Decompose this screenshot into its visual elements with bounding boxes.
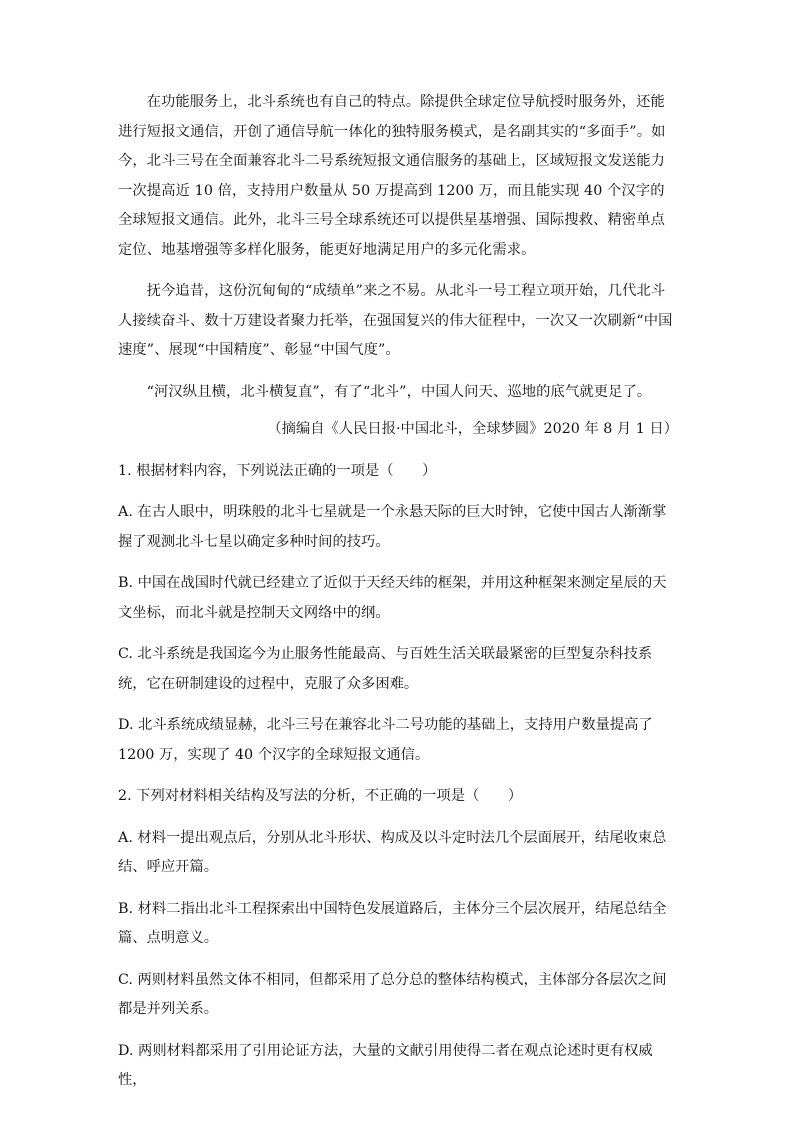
question-2-stem: 2. 下列对材料相关结构及写法的分析，不正确的一项是（ ） [118, 788, 523, 804]
question-2-option-c: C. 两则材料虽然文体不相同，但都采用了总分总的整体结构模式，主体部分各层次之间都是并列关系。 [118, 971, 667, 1017]
question-1-option-c: C. 北斗系统是我国迄今为止服务性能最高、与百姓生活关联最紧密的巨型复杂科技系统，它在研制建设的过程中，克服了众多困难。 [118, 646, 653, 692]
question-1-stem: 1. 根据材料内容，下列说法正确的一项是（ ） [118, 462, 437, 479]
question-1-option-d: D. 北斗系统成绩显赫，北斗三号在兼容北斗二号功能的基础上，支持用户数量提高了 1200 万，实现了 40 个汉字的全球短报文通信。 [118, 717, 653, 763]
question-2-option-d: D. 两则材料都采用了引用论证方法，大量的文献引用使得二者在观点论述时更有权威性， [118, 1042, 653, 1088]
passage-paragraph-3: “河汉纵且横，北斗横复直”，有了“北斗”，中国人问天、巡地的底气就更足了。 [146, 383, 652, 400]
question-1-option-a: A. 在古人眼中，明珠般的北斗七星就是一个永悬天际的巨大时钟，它使中国古人渐渐掌握了观测北斗七星以确定多种时间的技巧。 [118, 504, 667, 550]
passage-paragraph-1: 在功能服务上，北斗系统也有自己的特点。除提供全球定位导航授时服务外，还能进行短报文通信，开创了通信导航一体化的独特服务模式，是名副其实的“多面手”。如今，北斗三号在全面兼容北斗二号系统短报文通信服务的基础上，区域短报文发送能力一次提高近 10 倍，支持用户数量从 50 万提高到 1200 万，而且能实现 40 个汉字的全球短报文通信。此外，北斗三号全球系统还可以提供星基增强、国际搜救、精密单点定位、地基增强等多样化服务，能更好地满足用户的多元化需求。 [118, 94, 666, 258]
question-1-option-b: B. 中国在战国时代就已经建立了近似于天经天纬的框架，并用这种框架来测定星辰的天文坐标，而北斗就是控制天文网络中的纲。 [118, 575, 667, 621]
passage-paragraph-2: 抚今追昔，这份沉甸甸的“成绩单”来之不易。从北斗一号工程立项开始，几代北斗人接续奋斗、数十万建设者聚力托举，在强国复兴的伟大征程中，一次又一次刷新“中国速度”、展现“中国精度”、彰显“中国气度”。 [118, 283, 673, 358]
source-citation: （摘编自《人民日报·中国北斗，全球梦圆》2020 年 8 月 1 日） [267, 421, 678, 437]
document-page [118, 88, 678, 1108]
question-2 [118, 782, 678, 1096]
question-2-option-b: B. 材料二指出北斗工程探索出中国特色发展道路后，主体分三个层次展开，结尾总结全篇、点明意义。 [118, 900, 667, 946]
question-2-option-a: A. 材料一提出观点后，分别从北斗形状、构成及以斗定时法几个层面展开，结尾收束总结、呼应开篇。 [118, 829, 667, 875]
question-1 [118, 457, 678, 771]
